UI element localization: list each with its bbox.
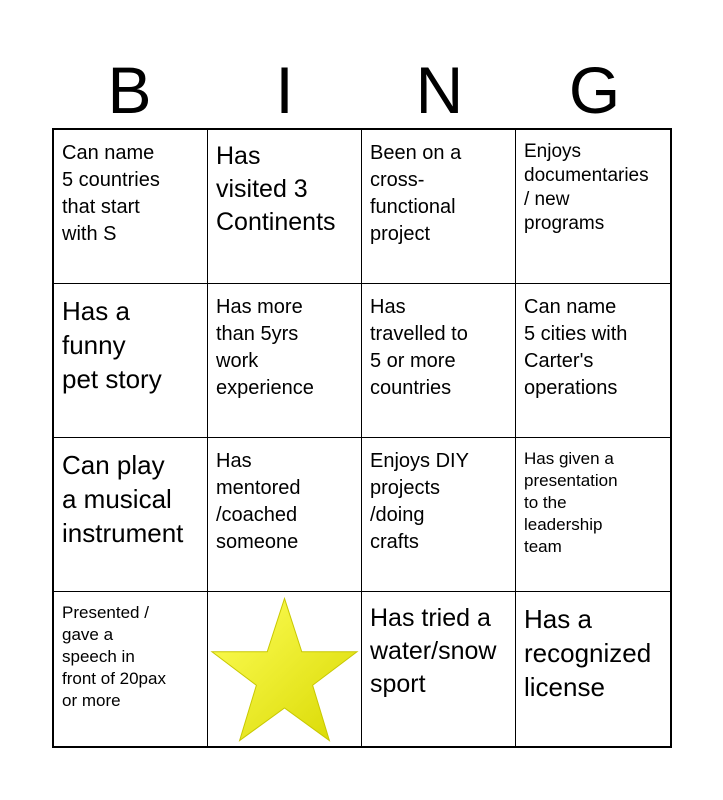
bingo-cell[interactable] bbox=[362, 438, 516, 592]
bingo-cell[interactable] bbox=[208, 284, 362, 438]
bingo-cell[interactable] bbox=[362, 592, 516, 746]
bingo-cell[interactable] bbox=[516, 130, 670, 284]
bingo-cell[interactable] bbox=[54, 438, 208, 592]
cell-text: Has mentored /coached someone bbox=[216, 450, 301, 553]
bingo-header bbox=[52, 52, 672, 128]
bingo-grid bbox=[52, 128, 672, 748]
header-letter-g: G bbox=[568, 53, 621, 127]
bingo-cell[interactable] bbox=[208, 438, 362, 592]
bingo-cell[interactable] bbox=[516, 284, 670, 438]
header-letter-n: N bbox=[415, 53, 464, 127]
cell-text: Enjoys documentaries / new programs bbox=[524, 141, 649, 234]
free-space-cell[interactable] bbox=[208, 592, 362, 746]
cell-text: Has a funny pet story bbox=[62, 296, 162, 394]
bingo-cell[interactable] bbox=[362, 130, 516, 284]
cell-text: Can name 5 countries that start with S bbox=[62, 142, 160, 245]
bingo-cell[interactable] bbox=[516, 592, 670, 746]
bingo-cell[interactable] bbox=[54, 284, 208, 438]
bingo-cell[interactable] bbox=[516, 438, 670, 592]
bingo-cell[interactable] bbox=[362, 284, 516, 438]
cell-text: Enjoys DIY projects /doing crafts bbox=[370, 450, 469, 553]
cell-text: Can name 5 cities with Carter's operations bbox=[524, 296, 628, 399]
cell-text: Has travelled to 5 or more countries bbox=[370, 296, 468, 399]
star-icon bbox=[208, 592, 361, 746]
header-letter-i: I bbox=[275, 53, 294, 127]
cell-text: Presented / gave a speech in front of 20pax or more bbox=[62, 603, 166, 710]
cell-text: Has tried a water/snow sport bbox=[370, 604, 497, 698]
cell-text: Has visited 3 Continents bbox=[216, 142, 336, 236]
cell-text: Can play a musical instrument bbox=[62, 450, 184, 548]
bingo-cell[interactable] bbox=[54, 130, 208, 284]
header-letter-b: B bbox=[107, 53, 152, 127]
cell-text: Been on a cross- functional project bbox=[370, 142, 462, 245]
cell-text: Has more than 5yrs work experience bbox=[216, 296, 314, 399]
cell-text: Has a recognized license bbox=[524, 604, 652, 702]
cell-text: Has given a presentation to the leadership team bbox=[524, 449, 618, 556]
bingo-cell[interactable] bbox=[208, 130, 362, 284]
bingo-cell[interactable] bbox=[54, 592, 208, 746]
